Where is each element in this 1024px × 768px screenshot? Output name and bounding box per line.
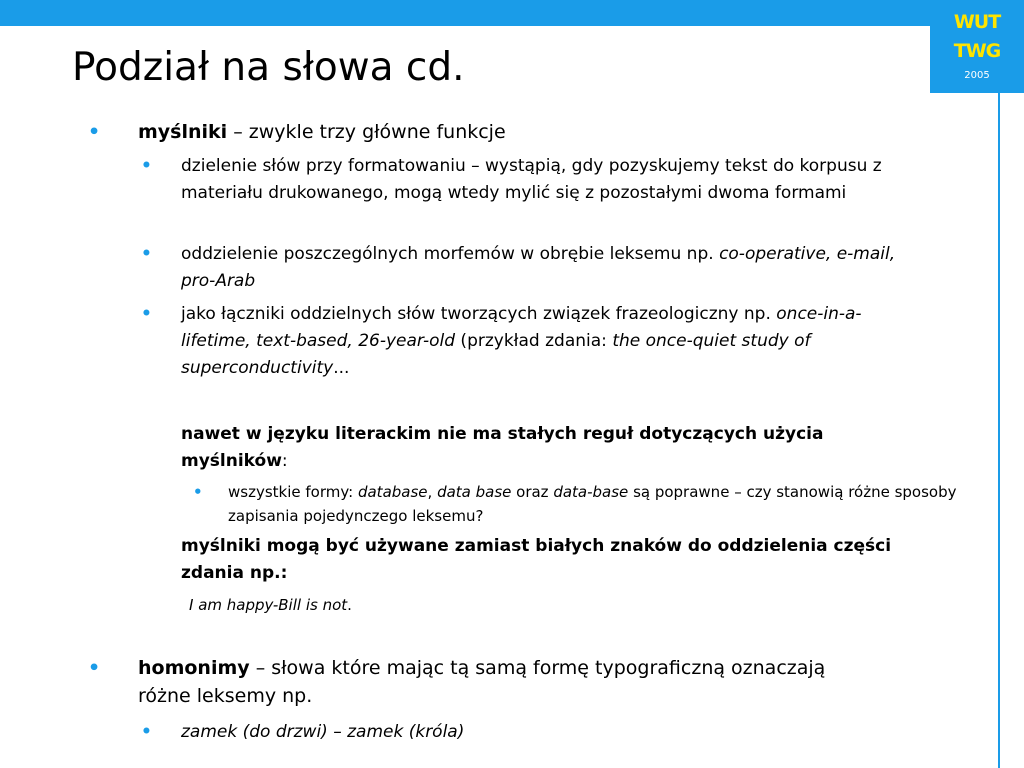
dashes-term: myślniki bbox=[138, 121, 228, 143]
bullet-icon: • bbox=[141, 722, 152, 742]
forms-f2: data base bbox=[437, 483, 512, 501]
example-sentence-italic: I am happy-Bill is not bbox=[189, 596, 348, 614]
example-sentence-end: . bbox=[347, 596, 352, 614]
note-whitespace-bold: myślniki mogą być używane zamiast białych znaków do oddzielenia części zdania np.: bbox=[181, 536, 892, 583]
connectors-examples: once-in-a-lifetime, text-based, 26-year-old bbox=[181, 304, 862, 351]
forms-p3: oraz bbox=[511, 483, 554, 501]
homonyms-heading bbox=[138, 654, 858, 710]
item-all-forms bbox=[228, 480, 968, 528]
morphemes-examples: co-operative, e-mail, pro-Arab bbox=[181, 244, 896, 291]
dashes-desc: – zwykle trzy główne funkcje bbox=[227, 121, 506, 143]
example-sentence bbox=[189, 593, 889, 617]
forms-f1: database bbox=[357, 483, 428, 501]
logo-year: 2005 bbox=[964, 70, 990, 81]
homonyms-example-text: zamek (do drzwi) – zamek (króla) bbox=[181, 722, 465, 742]
homonyms-term: homonimy bbox=[138, 657, 250, 679]
item-connectors bbox=[181, 301, 921, 382]
right-rule bbox=[998, 93, 1000, 768]
wut-twg-logo bbox=[930, 0, 1024, 93]
bullet-icon: • bbox=[88, 657, 101, 679]
logo-line1: WUT bbox=[953, 11, 1001, 33]
bullet-icon: • bbox=[141, 156, 152, 176]
dashes-heading bbox=[138, 118, 938, 146]
item-hyphenation: dzielenie słów przy formatowaniu – wystąpią, gdy pozyskujemy tekst do korpusu z materiału drukowanego, mogą wtedy mylić się z pozostałymi dwoma formami bbox=[181, 156, 882, 203]
bullet-icon: • bbox=[193, 483, 203, 501]
note-no-rules-bold: nawet w języku literackim nie ma stałych reguł dotyczących użycia myślników bbox=[181, 424, 824, 471]
morphemes-text: oddzielenie poszczególnych morfemów w obrębie leksemu np. bbox=[181, 244, 720, 264]
connectors-end: ... bbox=[333, 358, 350, 378]
forms-p1: wszystkie formy: bbox=[228, 483, 358, 501]
forms-f3: data-base bbox=[553, 483, 629, 501]
note-no-rules bbox=[181, 421, 921, 475]
slide-title: Podział na słowa cd. bbox=[72, 45, 465, 90]
connectors-mid: (przykład zdania: bbox=[455, 331, 613, 351]
homonyms-desc: – słowa które mając tą samą formę typograficzną oznaczają różne leksemy np. bbox=[138, 657, 826, 707]
bullet-icon: • bbox=[141, 244, 152, 264]
bullet-icon: • bbox=[141, 304, 152, 324]
logo-line2: TWG bbox=[953, 40, 1001, 62]
connectors-sentence: the once-quiet study of superconductivity bbox=[181, 331, 811, 378]
note-whitespace bbox=[181, 533, 921, 587]
connectors-text: jako łączniki oddzielnych słów tworzących związek frazeologiczny np. bbox=[181, 304, 777, 324]
item-morphemes bbox=[181, 241, 921, 295]
homonyms-example bbox=[181, 719, 921, 746]
top-bar bbox=[0, 0, 1024, 26]
note-no-rules-end: : bbox=[281, 451, 288, 471]
forms-p4: są poprawne – czy stanowią różne sposoby zapisania pojedynczego leksemu? bbox=[228, 483, 957, 525]
bullet-icon: • bbox=[88, 121, 101, 143]
forms-p2: , bbox=[427, 483, 438, 501]
